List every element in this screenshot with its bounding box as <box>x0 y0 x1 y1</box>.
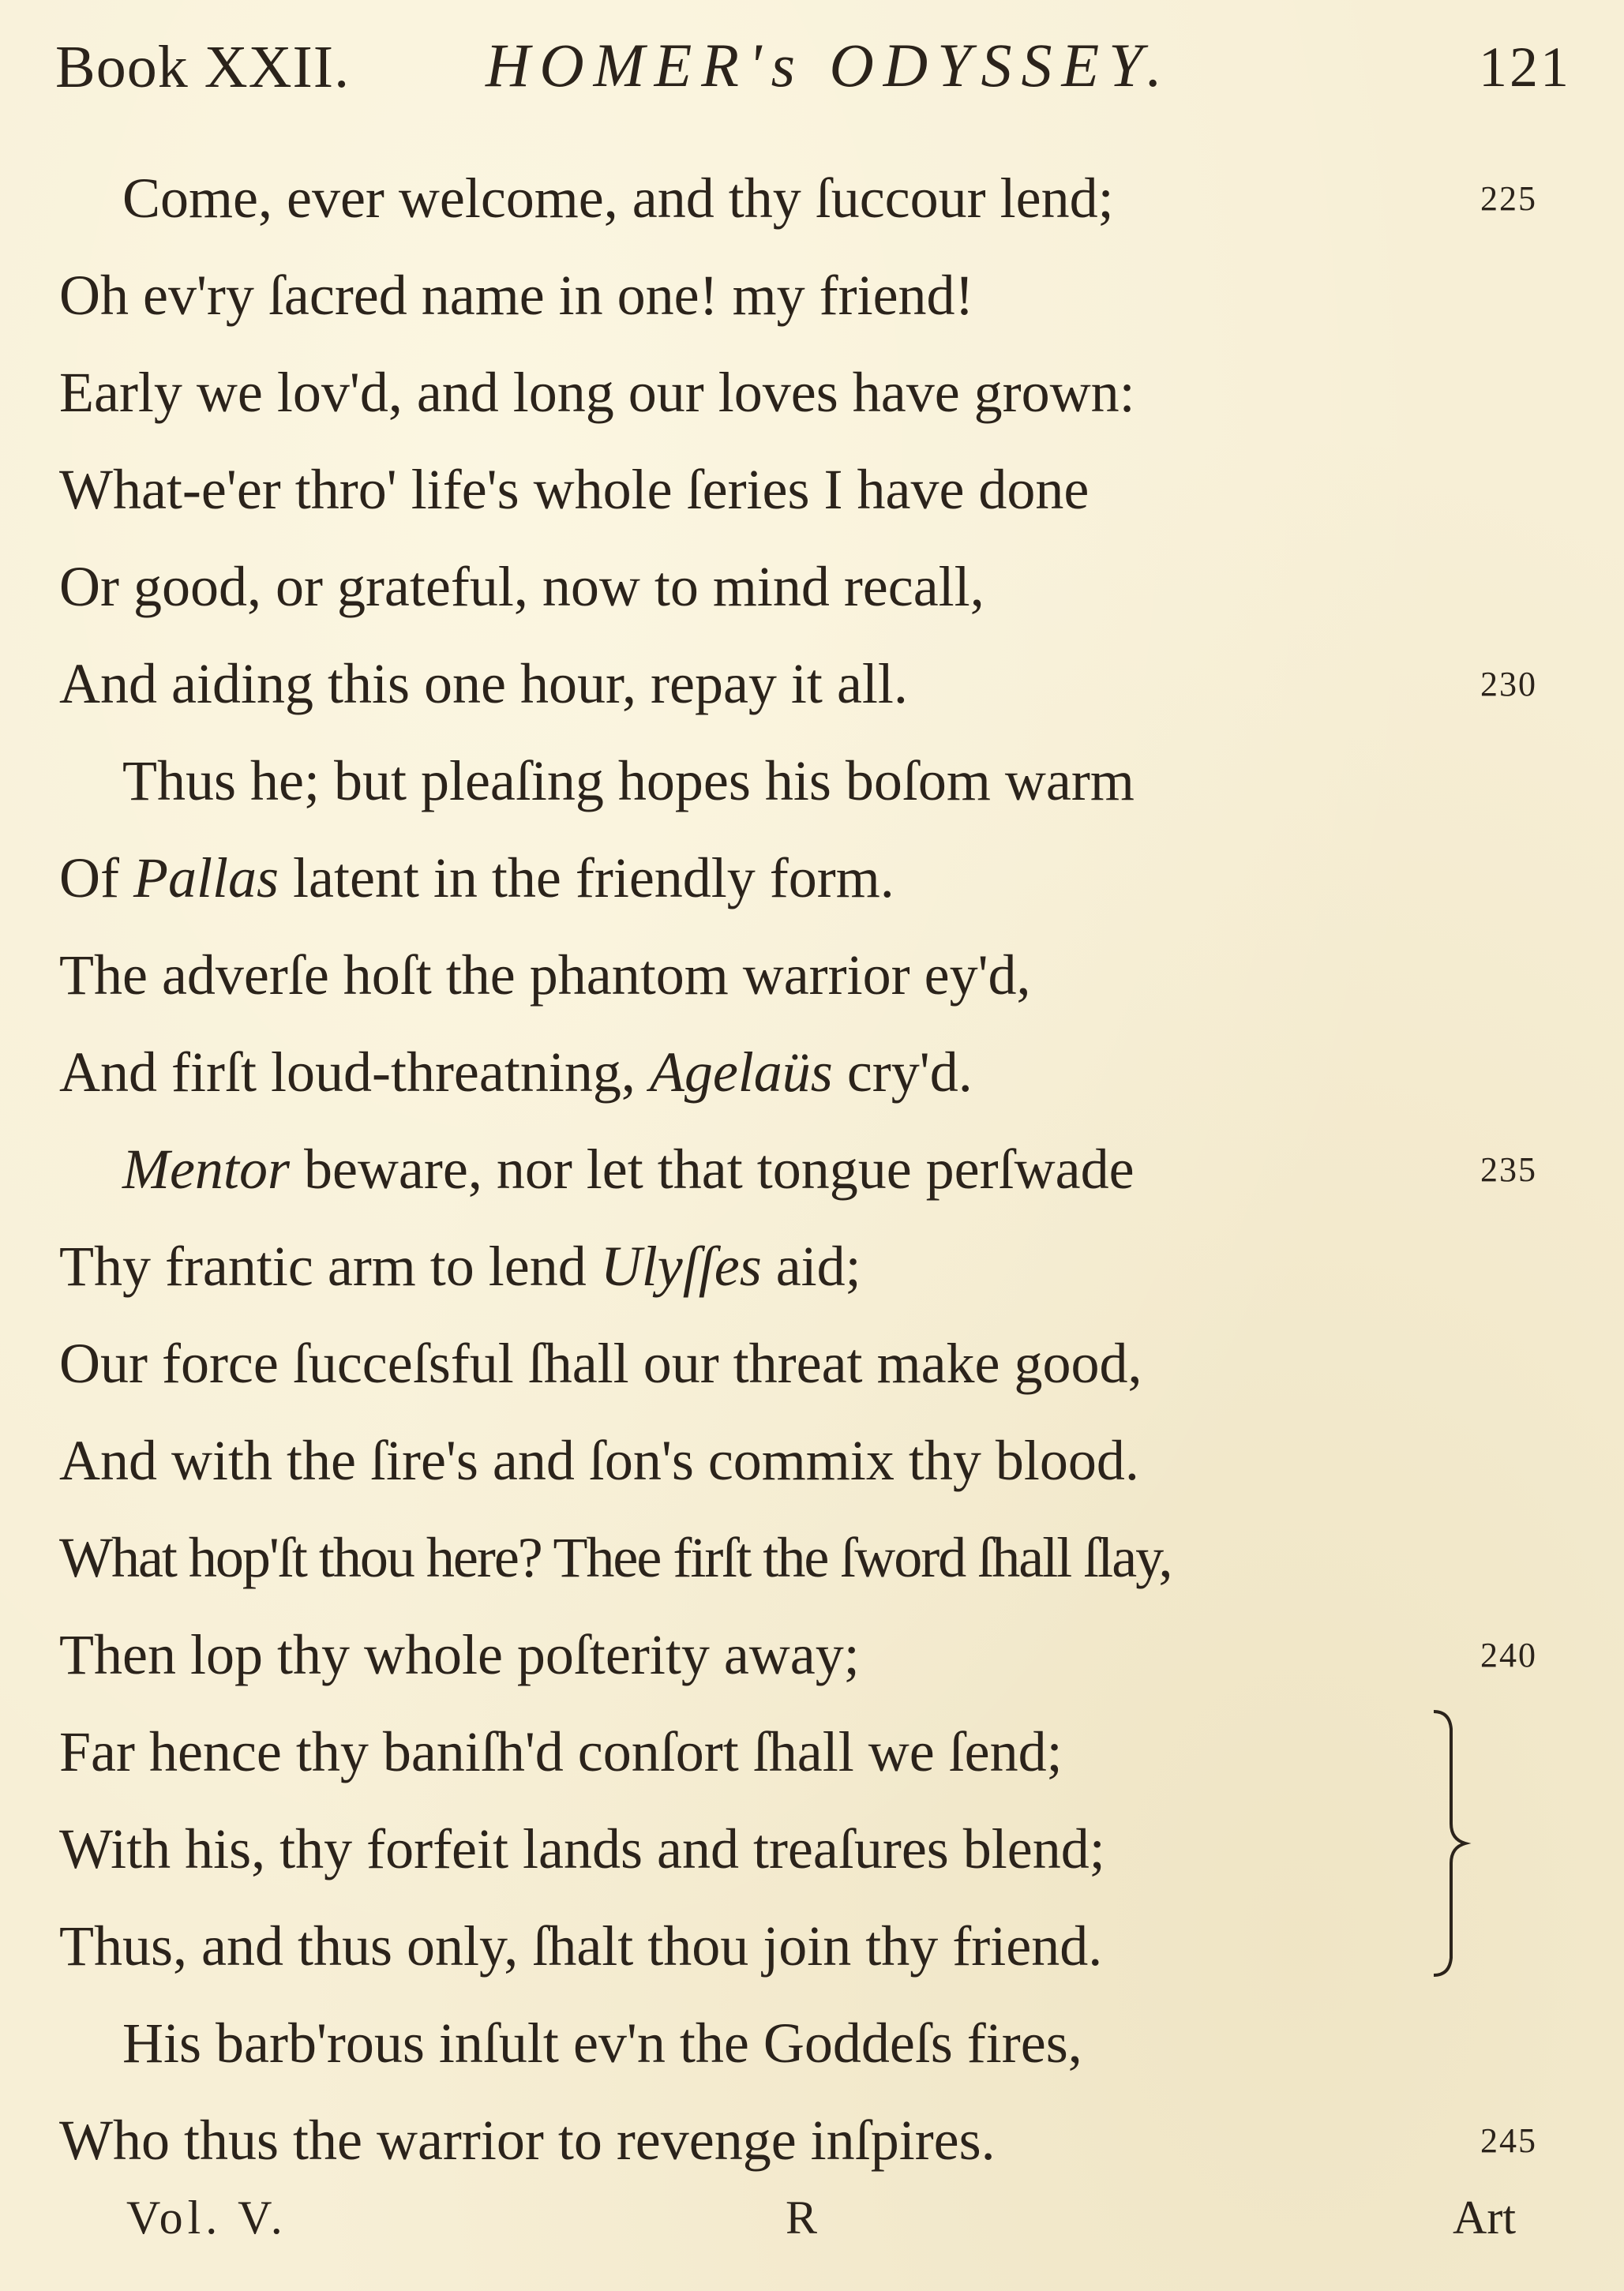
verse-text: Or good, or grateful, now to mind recall, <box>59 555 985 618</box>
verse-line <box>59 1315 1496 1412</box>
verse-line <box>59 830 1496 927</box>
verse-text: With his, thy forfeit lands and treaſures blend; <box>59 1817 1105 1880</box>
verse-text-post: latent in the friendly form. <box>279 846 895 909</box>
verse-text: Who thus the warrior to revenge inſpires. <box>59 2109 996 2172</box>
verse-text: Our force ſucceſsful ſhall our threat make good, <box>59 1332 1142 1395</box>
verse-text: Oh ev'ry ſacred name in one! my friend! <box>59 264 974 327</box>
verse-line <box>59 247 1496 344</box>
verse-line <box>59 1509 1496 1607</box>
proper-name: Mentor <box>122 1138 290 1201</box>
catchword: Art <box>1453 2192 1516 2244</box>
verse-line <box>59 441 1496 538</box>
verse-text: Come, ever welcome, and thy ſuccour lend; <box>122 167 1114 230</box>
verse-text-pre: Thy frantic arm to lend <box>59 1235 601 1298</box>
verse-text <box>122 1121 1135 1218</box>
proper-name: Agelaüs <box>649 1041 833 1104</box>
page-footer <box>126 2191 1516 2262</box>
triplet-brace-icon <box>1427 1705 1475 1982</box>
verse-text <box>59 1218 861 1315</box>
verse-text: Then lop thy whole poſterity away; <box>59 1623 860 1686</box>
verse-line <box>59 1995 1496 2092</box>
line-number: 225 <box>1480 179 1537 218</box>
proper-name: Pallas <box>133 846 279 909</box>
verse-text: Thus he; but pleaſing hopes his boſom warm <box>122 749 1135 812</box>
verse-text-pre: And firſt loud-threatning, <box>59 1041 650 1104</box>
verse-line <box>59 1607 1537 1704</box>
verse-line <box>59 344 1496 441</box>
volume-label: Vol. V. <box>126 2192 287 2244</box>
verse-text: The adverſe hoſt the phantom warrior ey'd, <box>59 943 1031 1007</box>
poem-body <box>59 150 1537 2189</box>
verse-text-pre: Of <box>59 846 133 909</box>
verse-line <box>59 1412 1496 1509</box>
verse-text <box>59 1024 973 1121</box>
verse-line <box>59 1704 1496 1801</box>
signature-mark: R <box>786 2192 818 2244</box>
running-title: HOMER's ODYSSEY. <box>486 31 1172 99</box>
verse-text: His barb'rous inſult ev'n the Goddeſs fires, <box>122 2012 1082 2075</box>
verse-line <box>59 1898 1496 1995</box>
page-number: 121 <box>1479 36 1571 99</box>
verse-line <box>59 1121 1537 1218</box>
running-header <box>55 24 1571 111</box>
verse-text: Thus, and thus only, ſhalt thou join thy friend. <box>59 1914 1103 1978</box>
verse-text: And aiding this one hour, repay it all. <box>59 652 908 715</box>
verse-text-post: aid; <box>761 1235 861 1298</box>
verse-line <box>59 927 1496 1024</box>
verse-text-post: beware, nor let that tongue perſwade <box>289 1138 1135 1201</box>
verse-line <box>59 733 1496 830</box>
book-label: Book XXII. <box>55 34 351 100</box>
verse-text: And with the ſire's and ſon's commix thy blood. <box>59 1429 1139 1492</box>
line-number: 245 <box>1480 2121 1537 2160</box>
verse-text-post: cry'd. <box>832 1041 973 1104</box>
verse-line <box>59 150 1537 247</box>
line-number: 235 <box>1480 1150 1537 1189</box>
verse-line <box>59 538 1496 636</box>
line-number: 240 <box>1480 1636 1537 1674</box>
line-number: 230 <box>1480 665 1537 703</box>
verse-text: Far hence thy baniſh'd conſort ſhall we ſend; <box>59 1720 1063 1783</box>
verse-line <box>59 1801 1496 1898</box>
verse-text <box>59 830 895 927</box>
verse-text: What hop'ſt thou here? Thee firſt the ſword ſhall ſlay, <box>59 1526 1172 1589</box>
proper-name: Ulyſſes <box>600 1235 762 1298</box>
verse-line <box>59 1218 1496 1315</box>
verse-line <box>59 1024 1496 1121</box>
verse-text: What-e'er thro' life's whole ſeries I have done <box>59 458 1090 521</box>
verse-text: Early we lov'd, and long our loves have grown: <box>59 361 1135 424</box>
verse-line <box>59 636 1537 733</box>
verse-line <box>59 2092 1537 2189</box>
